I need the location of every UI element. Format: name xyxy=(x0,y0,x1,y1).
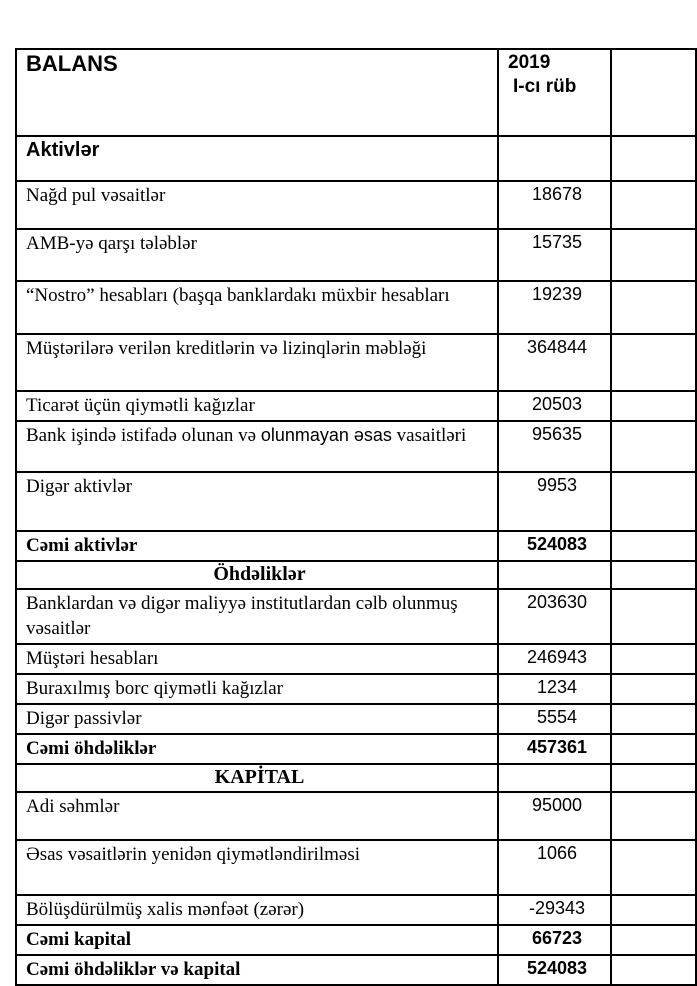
table-row xyxy=(16,840,696,895)
total-value-cell xyxy=(498,955,611,985)
total-label-cell xyxy=(16,925,498,955)
table-row xyxy=(16,531,696,561)
row-value: 5554 xyxy=(536,707,578,727)
clipped-column-cell xyxy=(611,421,696,472)
clipped-column-cell xyxy=(611,734,696,764)
row-value-cell xyxy=(498,334,611,391)
row-label: Müştəri hesabları xyxy=(26,648,159,669)
row-label: Əsas vəsaitlərin yenidən qiymətləndirilməsi xyxy=(26,844,361,865)
section-header-cell xyxy=(16,136,498,181)
row-value: 20503 xyxy=(531,394,583,414)
row-value: 95000 xyxy=(531,795,583,815)
row-label: Banklardan və digər maliyyə institutlardan cəlb olunmuş vəsaitlər xyxy=(26,593,458,639)
table-header-row xyxy=(16,49,696,136)
row-label: AMB-yə qarşı tələblər xyxy=(26,233,197,254)
clipped-column-cell xyxy=(611,229,696,281)
row-value: 15735 xyxy=(531,232,583,252)
table-row xyxy=(16,391,696,421)
table-title-text: BALANS xyxy=(26,51,118,76)
row-label-cell xyxy=(16,391,498,421)
row-label-cell xyxy=(16,674,498,704)
table-row xyxy=(16,955,696,985)
row-label: Digər passivlər xyxy=(26,708,142,729)
total-label-cell xyxy=(16,955,498,985)
table-row xyxy=(16,704,696,734)
row-label-cell xyxy=(16,895,498,925)
row-label: Müştərilərə verilən kreditlərin və lizinqlərin məbləği xyxy=(26,338,427,359)
clipped-column-cell xyxy=(611,49,696,136)
row-value-cell xyxy=(498,181,611,229)
section-header-label: Öhdəliklər xyxy=(213,563,306,585)
clipped-column-cell xyxy=(611,589,696,644)
total-label: Cəmi öhdəliklər xyxy=(26,738,157,759)
row-value-cell xyxy=(498,391,611,421)
total-value: 66723 xyxy=(531,928,583,948)
row-label: “Nostro” hesabları (başqa banklardakı müxbir hesabları xyxy=(26,285,450,306)
period-quarter: I-cı rüb xyxy=(513,76,577,97)
clipped-column-cell xyxy=(611,281,696,334)
row-value: 364844 xyxy=(526,337,588,357)
row-label-cell xyxy=(16,704,498,734)
total-value: 457361 xyxy=(526,737,588,757)
row-value-cell xyxy=(498,792,611,840)
row-value: 19239 xyxy=(531,284,583,304)
table-row xyxy=(16,472,696,531)
table-row xyxy=(16,895,696,925)
total-value-cell xyxy=(498,734,611,764)
total-label-cell xyxy=(16,734,498,764)
row-label-cell xyxy=(16,644,498,674)
clipped-column-cell xyxy=(611,925,696,955)
row-value: 1234 xyxy=(536,677,578,697)
row-label: Ticarət üçün qiymətli kağızlar xyxy=(26,395,255,416)
total-label: Cəmi öhdəliklər və kapital xyxy=(26,959,241,980)
row-value: -29343 xyxy=(528,898,586,918)
table-row xyxy=(16,589,696,644)
table-row xyxy=(16,734,696,764)
clipped-column-cell xyxy=(611,181,696,229)
clipped-column-cell xyxy=(611,472,696,531)
total-label-cell xyxy=(16,531,498,561)
clipped-column-cell xyxy=(611,674,696,704)
section-header-label: KAPİTAL xyxy=(214,766,305,788)
row-value-cell xyxy=(498,644,611,674)
row-value-cell xyxy=(498,136,611,181)
row-label: Digər aktivlər xyxy=(26,476,133,497)
period-year: 2019 xyxy=(508,52,551,73)
row-label-cell xyxy=(16,281,498,334)
clipped-column-cell xyxy=(611,531,696,561)
row-value: 18678 xyxy=(531,184,583,204)
clipped-column-cell xyxy=(611,840,696,895)
row-value-cell xyxy=(498,229,611,281)
balance-sheet-table xyxy=(15,48,697,986)
total-label: Cəmi kapital xyxy=(26,929,132,950)
section-header-label: Aktivlər xyxy=(26,139,100,161)
clipped-column-cell xyxy=(611,391,696,421)
row-label-cell xyxy=(16,589,498,644)
row-label-cell xyxy=(16,181,498,229)
row-label-cell xyxy=(16,334,498,391)
row-value: 203630 xyxy=(526,592,588,612)
row-label-cell xyxy=(16,840,498,895)
row-value: 9953 xyxy=(536,475,578,495)
row-value-cell xyxy=(498,704,611,734)
row-value-cell xyxy=(498,589,611,644)
clipped-column-cell xyxy=(611,704,696,734)
period-header-cell xyxy=(498,49,611,136)
row-value-cell xyxy=(498,281,611,334)
row-label: Buraxılmış borc qiymətli kağızlar xyxy=(26,678,283,699)
table-row xyxy=(16,792,696,840)
row-label-cont: vasaitləri xyxy=(391,425,467,446)
section-header-cell xyxy=(16,561,498,589)
clipped-column-cell xyxy=(611,955,696,985)
table-row xyxy=(16,925,696,955)
row-value-cell xyxy=(498,764,611,792)
row-value-cell xyxy=(498,472,611,531)
row-label-cell xyxy=(16,421,498,472)
row-label-cell xyxy=(16,229,498,281)
clipped-column-cell xyxy=(611,764,696,792)
clipped-column-cell xyxy=(611,136,696,181)
table-row xyxy=(16,229,696,281)
total-label: Cəmi aktivlər xyxy=(26,535,138,556)
section-header-cell xyxy=(16,764,498,792)
table-row xyxy=(16,764,696,792)
row-label-sans-part: olunmayan əsas xyxy=(260,425,392,445)
row-value: 1066 xyxy=(536,843,578,863)
table-row xyxy=(16,181,696,229)
row-value-cell xyxy=(498,561,611,589)
clipped-column-cell xyxy=(611,561,696,589)
total-value: 524083 xyxy=(526,958,588,978)
table-title xyxy=(16,49,498,136)
table-row xyxy=(16,674,696,704)
row-value-cell xyxy=(498,421,611,472)
row-label: Bölüşdürülmüş xalis mənfəət (zərər) xyxy=(26,899,305,920)
table-row xyxy=(16,421,696,472)
clipped-column-cell xyxy=(611,792,696,840)
clipped-column-cell xyxy=(611,644,696,674)
total-value: 524083 xyxy=(526,534,588,554)
row-label: Nağd pul vəsaitlər xyxy=(26,185,166,206)
row-value-cell xyxy=(498,674,611,704)
table-row xyxy=(16,644,696,674)
total-value-cell xyxy=(498,531,611,561)
table-row xyxy=(16,334,696,391)
row-label-cell xyxy=(16,792,498,840)
table-row xyxy=(16,281,696,334)
row-value-cell xyxy=(498,840,611,895)
row-value: 95635 xyxy=(531,424,583,444)
row-value: 246943 xyxy=(526,647,588,667)
row-label: Adi səhmlər xyxy=(26,796,120,817)
table-row xyxy=(16,136,696,181)
row-label: Bank işində istifadə olunan və xyxy=(26,425,261,446)
table-row xyxy=(16,561,696,589)
row-label-cell xyxy=(16,472,498,531)
clipped-column-cell xyxy=(611,334,696,391)
row-value-cell xyxy=(498,895,611,925)
total-value-cell xyxy=(498,925,611,955)
clipped-column-cell xyxy=(611,895,696,925)
